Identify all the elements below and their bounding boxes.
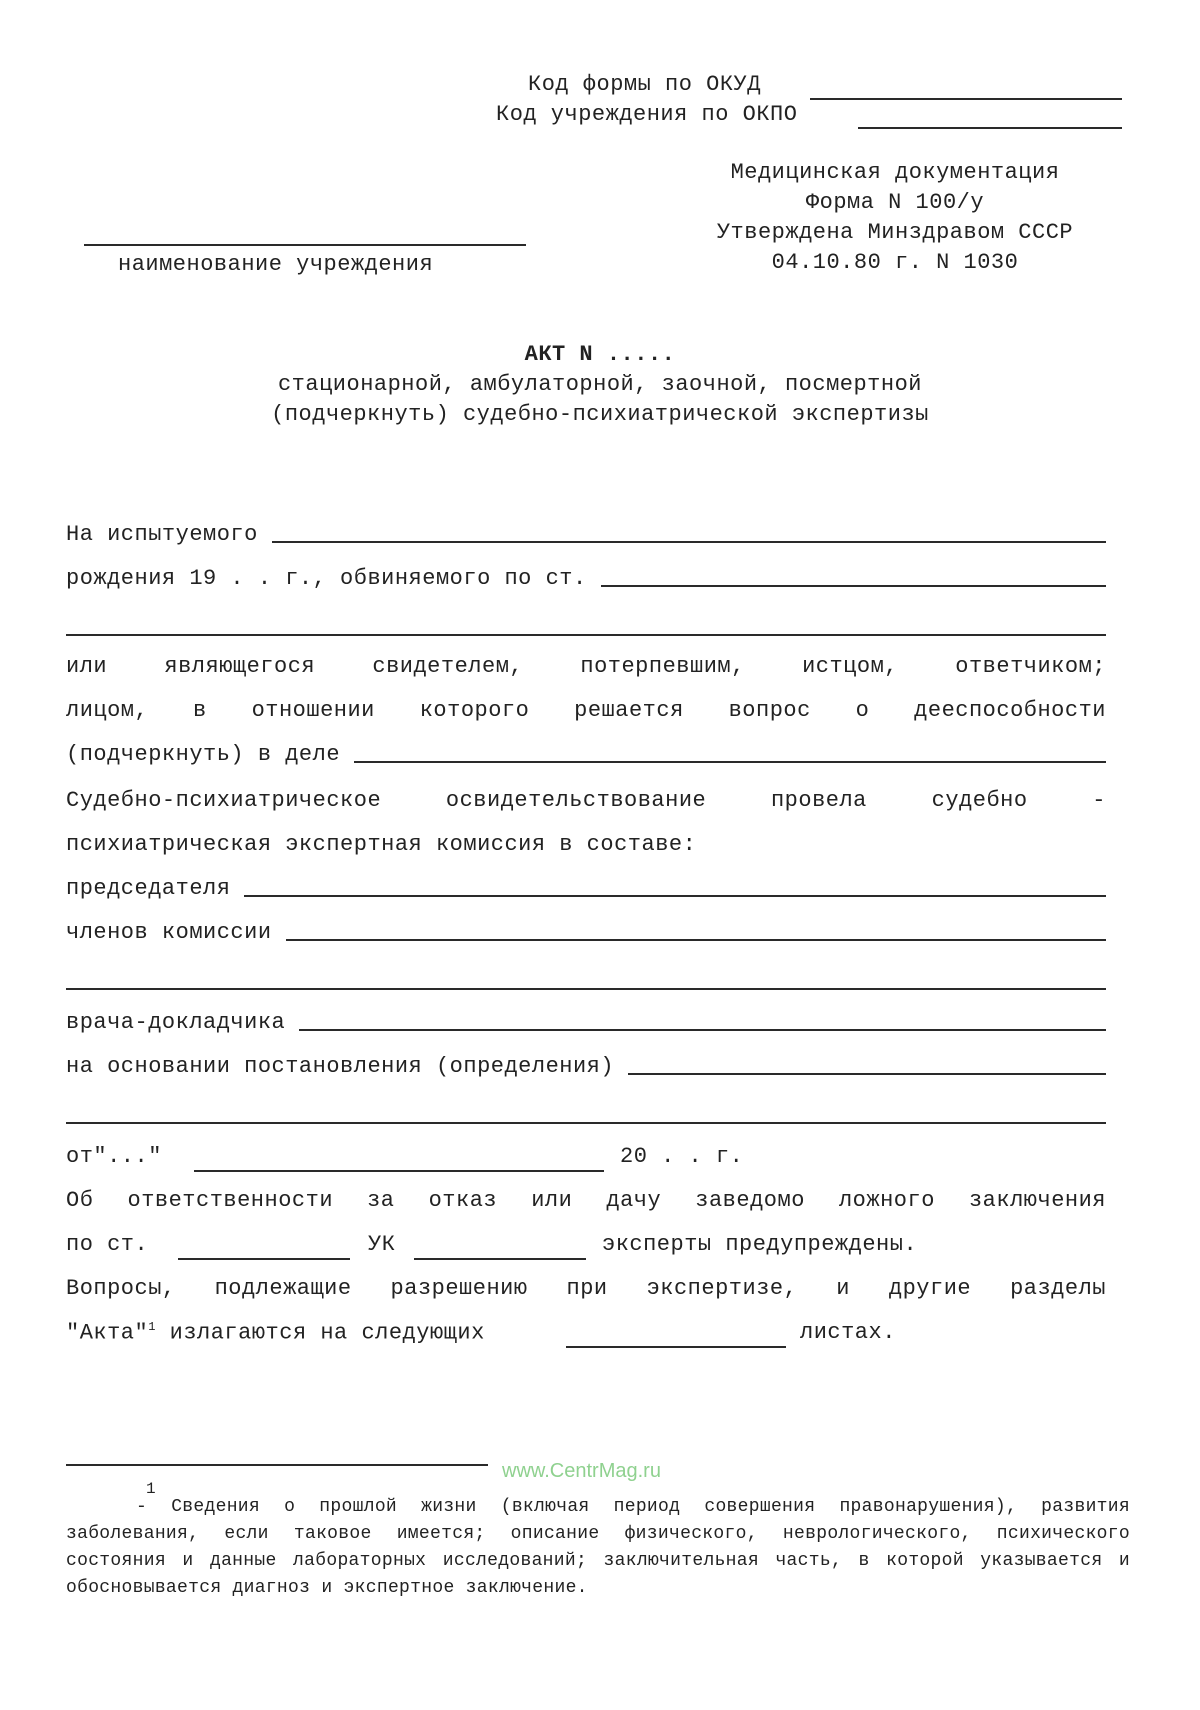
footnote-ref[interactable]: 1 (148, 1320, 156, 1334)
born-row (66, 566, 1106, 591)
stamp-line-1: Медицинская документация (730, 160, 1060, 185)
members-label: членов комиссии (66, 920, 272, 945)
stamp-line-3: Утверждена Минздравом СССР (716, 220, 1074, 245)
basis-row (66, 1054, 1106, 1079)
questions-text: Вопросы, подлежащие разрешению при экспертизе, и другие разделы (66, 1276, 1106, 1301)
year-label: 20 . . г. (620, 1144, 744, 1169)
uk-label: УК (368, 1232, 396, 1257)
institution-caption: наименование учреждения (118, 252, 434, 277)
act-subtitle-1: стационарной, амбулаторной, заочной, посмертной (277, 372, 922, 397)
act-quote-line (66, 1320, 485, 1345)
chairman-field[interactable] (244, 895, 1106, 897)
reporter-label: врача-докладчика (66, 1010, 286, 1035)
subject-field[interactable] (272, 541, 1106, 543)
exam-text-2: психиатрическая экспертная комиссия в составе: (66, 832, 697, 857)
art-field[interactable] (178, 1258, 350, 1260)
continuation-line-3[interactable] (66, 1122, 1106, 1124)
footnote-separator (66, 1464, 488, 1466)
reporter-field[interactable] (299, 1029, 1106, 1031)
okud-label: Код формы по ОКУД (528, 72, 761, 97)
witness-text: или являющегося свидетелем, потерпевшим, истцом, ответчиком; (66, 654, 1106, 679)
act-quote: "Акта" (66, 1320, 149, 1346)
case-row (66, 742, 1106, 767)
watermark: www.CentrMag.ru (502, 1460, 661, 1482)
capacity-text: лицом, в отношении которого решается вопрос о дееспособности (66, 698, 1106, 723)
act-title: АКТ N ..... (524, 342, 676, 367)
subject-label: На испытуемого (66, 522, 258, 547)
from-label: от"..." (66, 1144, 162, 1169)
chairman-label: председателя (66, 876, 231, 901)
reporter-row (66, 1010, 1106, 1035)
members-row (66, 920, 1106, 945)
members-field[interactable] (286, 939, 1106, 941)
liability-text: Об ответственности за отказ или дачу заведомо ложного заключения (66, 1188, 1106, 1213)
basis-label: на основании постановления (определения) (66, 1054, 615, 1079)
case-label: (подчеркнуть) в деле (66, 742, 341, 767)
okud-field[interactable] (810, 98, 1122, 100)
subject-row (66, 522, 1106, 547)
institution-field[interactable] (84, 244, 526, 246)
article-field[interactable] (601, 585, 1106, 587)
sheets-count-field[interactable] (566, 1346, 786, 1348)
case-field[interactable] (354, 761, 1106, 763)
act-subtitle-2: (подчеркнуть) судебно-психиатрической экспертизы (271, 402, 929, 427)
footnote-text (66, 1494, 1130, 1602)
from-date-field[interactable] (194, 1170, 604, 1172)
born-label: рождения 19 . . г., обвиняемого по ст. (66, 566, 587, 591)
stated-on-label: излагаются на следующих (169, 1320, 485, 1346)
exam-text-1: Судебно-психиатрическое освидетельствование провела судебно - (66, 788, 1106, 813)
footnote-body: - Сведения о прошлой жизни (включая период совершения правонарушения), развития заболевания, если таковое имеется; описание физического, неврологического, психического состояния и данные лабораторных исследований; заключительная часть, в которой указывается и обосновывается диагноз и экспертное заключение. (66, 1497, 1130, 1598)
stamp-line-4: 04.10.80 г. N 1030 (771, 250, 1019, 275)
chairman-row (66, 876, 1106, 901)
continuation-line-1[interactable] (66, 634, 1106, 636)
continuation-line-2[interactable] (66, 988, 1106, 990)
stamp-line-2: Форма N 100/у (805, 190, 985, 215)
footnote-mark: 1 (146, 1480, 156, 1498)
basis-field[interactable] (628, 1073, 1106, 1075)
art-label: по ст. (66, 1232, 149, 1257)
okpo-label: Код учреждения по ОКПО (496, 102, 798, 127)
sheets-label: листах. (800, 1320, 896, 1345)
warned-label: эксперты предупреждены. (602, 1232, 918, 1257)
uk-field[interactable] (414, 1258, 586, 1260)
okpo-field[interactable] (858, 127, 1122, 129)
